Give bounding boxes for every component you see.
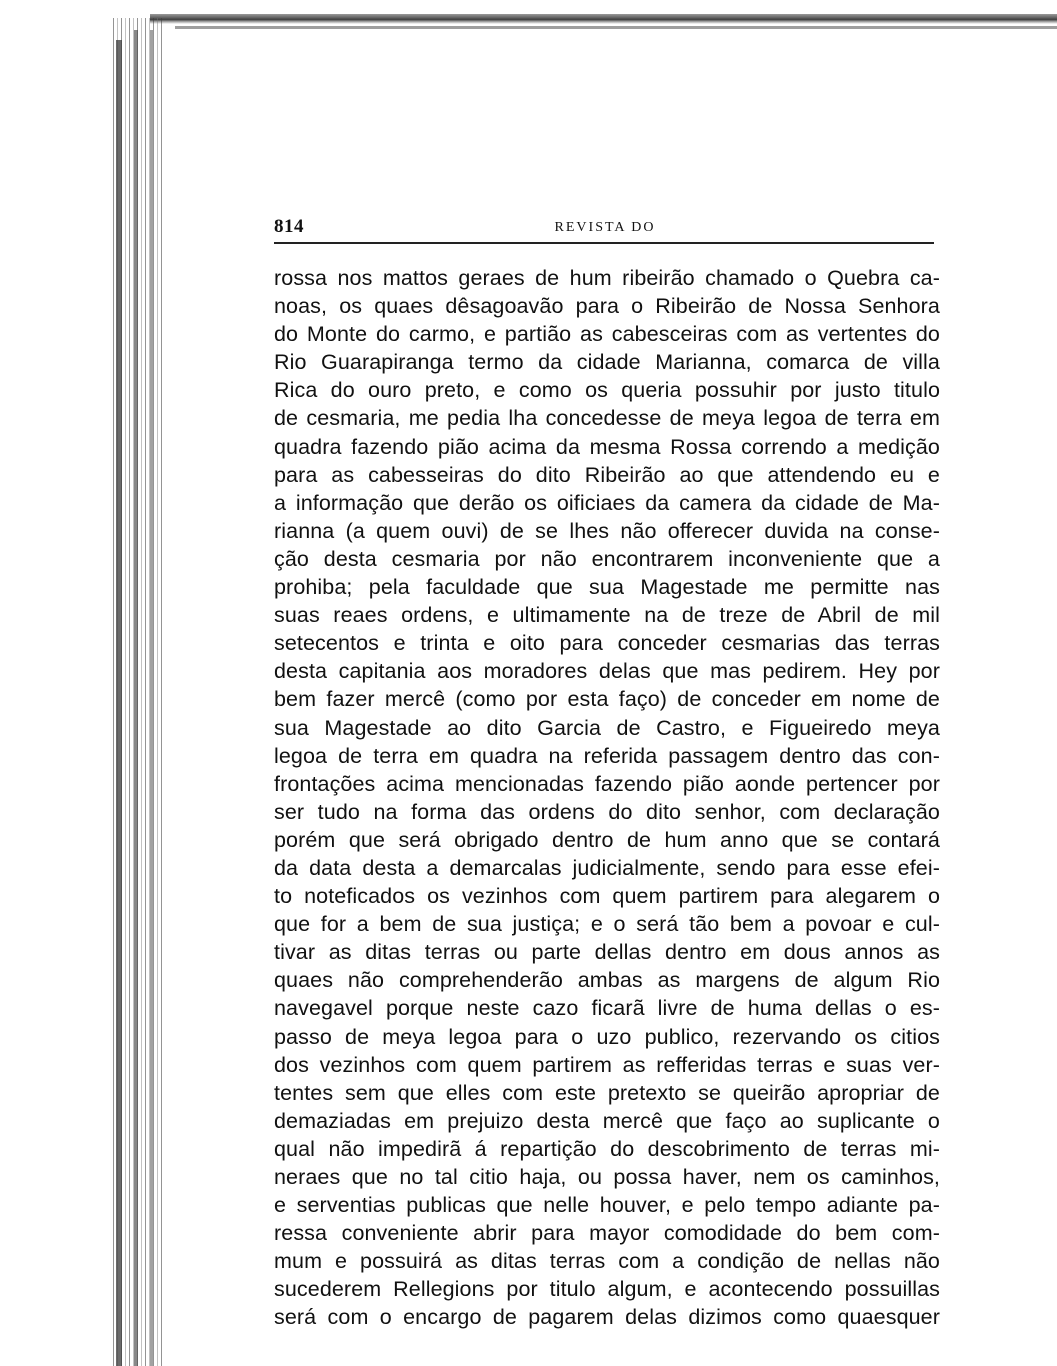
text-line: demaziadas em prejuizo desta mercê que faço ao suplicante o (274, 1108, 940, 1133)
page-number: 814 (274, 216, 304, 237)
scan-top-edge-shadow (175, 26, 1057, 29)
text-line: mum e possuirá as ditas terras com a condição de nellas não (274, 1249, 940, 1274)
text-line: dos vezinhos com quem partirem as refferidas terras e suas ver- (274, 1052, 940, 1077)
text-line: qual não impedirã á repartição do descobrimento de terras mi- (274, 1136, 940, 1161)
text-line: noas, os quaes dêsagoavão para o Ribeirão de Nossa Senhora (274, 294, 940, 319)
text-line: tentes sem que elles com este pretexto se queirão apropriar de (274, 1080, 940, 1105)
text-line: sua Magestade ao dito Garcia de Castro, e Figueiredo meya (274, 715, 940, 740)
text-line: rossa nos mattos geraes de hum ribeirão chamado o Quebra ca- (274, 266, 940, 290)
text-line: desta capitania aos moradores delas que mas pedirem. Hey por (274, 659, 940, 684)
text-line: to noteficados os vezinhos com quem partirem para alegarem o (274, 884, 940, 909)
text-line: ção desta cesmaria por não encontrarem inconveniente que a (274, 546, 940, 571)
text-line: tivar as ditas terras ou parte dellas dentro em dous annos as (274, 940, 940, 965)
text-line: Rio Guarapiranga termo da cidade Marianna, comarca de villa (274, 350, 940, 375)
text-line: prohiba; pela faculdade que sua Magestade me permitte nas (274, 575, 940, 600)
scan-binding-line (150, 30, 153, 1366)
text-line: a informação que derão os oificiaes da camera da cidade de Ma- (274, 490, 940, 515)
text-line: ser tudo na forma das ordens do dito senhor, com declaração (274, 799, 940, 824)
text-line: de cesmaria, me pedia lha concedesse de meya legoa de terra em (274, 406, 940, 431)
text-line: legoa de terra em quadra na referida passagem dentro das con- (274, 743, 940, 768)
text-line: ressa conveniente abrir para mayor comodidade do bem com- (274, 1221, 940, 1246)
text-line: da data desta a demarcalas judicialmente, sendo para esse efei- (274, 855, 940, 880)
text-line: para as cabesseiras do dito Ribeirão ao que attendendo eu e (274, 462, 940, 487)
text-line: frontações acima mencionadas fazendo pião aonde pertencer por (274, 771, 940, 796)
text-line: setecentos e trinta e oito para conceder cesmarias das terras (274, 631, 940, 656)
text-line: do Monte do carmo, e partião as cabesceiras com as vertentes do (274, 322, 940, 347)
body-text (274, 264, 940, 1332)
scan-top-edge (150, 14, 1057, 24)
text-line: porém que será obrigado dentro de hum anno que se contará (274, 827, 940, 852)
scan-binding-line (134, 30, 138, 1366)
text-line: suas reaes ordens, e ultimamente na de treze de Abril de mil (274, 603, 940, 628)
page-header (274, 214, 936, 242)
text-line: e serventias publicas que nelle houver, e pelo tempo adiante pa- (274, 1193, 940, 1218)
text-line: neraes que no tal citio haja, ou possa haver, nem os caminhos, (274, 1165, 940, 1189)
text-line: navegavel porque neste cazo ficarã livre de huma dellas o es- (274, 996, 940, 1021)
text-line: sucederem Rellegions por titulo algum, e acontecendo possuillas (274, 1277, 940, 1302)
text-line: bem fazer mercê (como por esta faço) de conceder em nome de (274, 687, 940, 712)
text-line: rianna (a quem ouvi) de se lhes não offerecer duvida na conse- (274, 518, 940, 543)
scan-binding-line (116, 40, 122, 1366)
text-line: Rica do ouro preto, e como os queria possuhir por justo titulo (274, 378, 940, 403)
text-line: que for a bem de sua justiça; e o será tão bem a povoar e cul- (274, 912, 940, 937)
running-head: REVISTA DO (554, 220, 656, 235)
text-line: quadra fazendo pião acima da mesma Rossa correndo a medição (274, 434, 940, 459)
header-rule (274, 242, 934, 244)
text-line: será com o encargo de pagarem delas dizimos como quaesquer (274, 1305, 940, 1330)
text-line: quaes não comprehenderão ambas as margens de algum Rio (274, 968, 940, 993)
text-line: passo de meya legoa para o uzo publico, rezervando os citios (274, 1024, 940, 1049)
